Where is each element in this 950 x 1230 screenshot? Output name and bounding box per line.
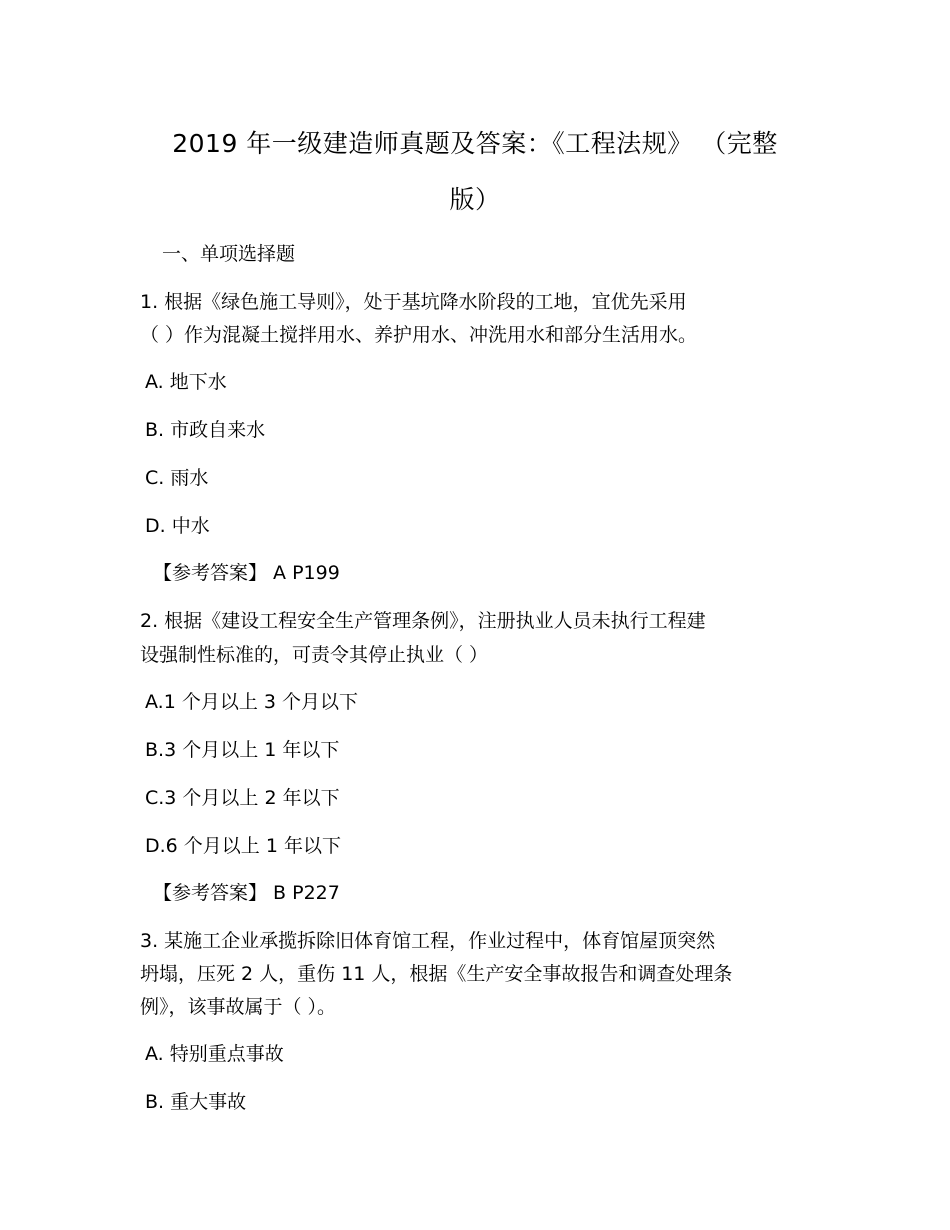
title-line-1: 2019 年一级建造师真题及答案：《工程法规》 （完整 [172,129,778,158]
question-1-stem-line-1: 1. 根据《绿色施工导则》，处于基坑降水阶段的工地，宜优先采用 [140,291,687,313]
question-2-option-d: D.6 个月以上 1 年以下 [145,835,341,857]
question-2-stem-line-2: 设强制性标准的，可责令其停止执业（ ） [140,644,489,666]
question-2-option-a: A.1 个月以上 3 个月以下 [145,691,358,713]
question-2-option-b: B.3 个月以上 1 年以下 [145,739,340,761]
question-1-option-c: C. 雨水 [145,467,209,489]
question-2-answer: 【参考答案】 B P227 [153,882,340,904]
question-3-option-a: A. 特别重点事故 [145,1043,284,1065]
question-3-stem-line-3: 例》，该事故属于（ ）。 [140,996,337,1018]
question-1-option-b: B. 市政自来水 [145,419,266,441]
title-line-2: 版） [449,185,501,214]
question-2-option-c: C.3 个月以上 2 年以下 [145,787,340,809]
question-1-answer: 【参考答案】 A P199 [153,562,340,584]
question-3-stem-line-1: 3. 某施工企业承揽拆除旧体育馆工程，作业过程中，体育馆屋顶突然 [140,930,716,952]
question-3-option-b: B. 重大事故 [145,1091,247,1113]
question-1-option-d: D. 中水 [145,515,210,537]
question-1-stem-line-2: （ ）作为混凝土搅拌用水、养护用水、冲洗用水和部分生活用水。 [140,324,698,346]
document-title [120,116,830,228]
question-2-stem-line-1: 2. 根据《建设工程安全生产管理条例》，注册执业人员未执行工程建 [140,610,706,632]
section-heading: 一、单项选择题 [162,243,296,265]
question-1-option-a: A. 地下水 [145,371,227,393]
question-3-stem-line-2: 坍塌，压死 2 人，重伤 11 人，根据《生产安全事故报告和调查处理条 [140,963,733,985]
